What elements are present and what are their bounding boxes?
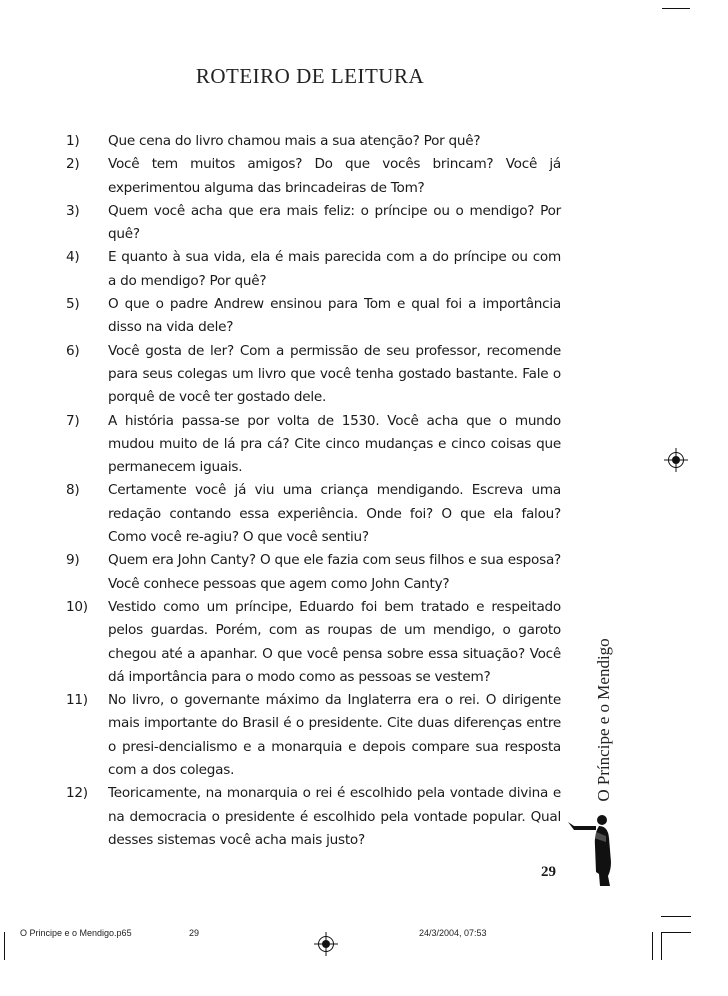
footer-page: 29 (189, 928, 200, 938)
question-text: A história passa-se por volta de 1530. Você acha que o mundo mudou muito de lá pra cá? Cite cinco mudanças e cinco coisas que permanecem iguais. (108, 412, 561, 476)
question-text: O que o padre Andrew ensinou para Tom e qual foi a importância disso na vida dele? (108, 296, 561, 336)
book-title-vertical: O Príncipe e o Mendigo (594, 638, 613, 802)
question-text: Você tem muitos amigos? Do que vocês brincam? Você já experimentou alguma das brincadeiras de Tom? (108, 156, 561, 196)
crop-mark-bottom-left-v (4, 932, 5, 960)
question-number: 6) (66, 342, 80, 359)
question-item (66, 153, 561, 200)
crop-mark-bottom-right-h1 (661, 916, 691, 917)
question-item (66, 782, 561, 852)
question-item (66, 340, 561, 410)
question-item (66, 549, 561, 596)
crop-mark-bottom-right-v1 (652, 932, 653, 960)
question-item (66, 410, 561, 480)
question-number: 5) (66, 296, 80, 313)
question-text: Você gosta de ler? Com a permissão de seu professor, recomende para seus colegas um livro que você tenha gostado bastante. Fale o porquê de você ter gostado dele. (108, 342, 561, 406)
question-number: 10) (66, 598, 88, 615)
question-item (66, 130, 561, 153)
question-text: Quem você acha que era mais feliz: o príncipe ou o mendigo? Por quê? (108, 202, 561, 243)
question-text: Quem era John Canty? O que ele fazia com seus filhos e sua esposa? Você conhece pessoas que agem como John Canty? (108, 552, 561, 592)
question-item (66, 246, 561, 293)
page-title: ROTEIRO DE LEITURA (195, 64, 425, 88)
question-list (66, 130, 561, 852)
question-number: 11) (66, 692, 88, 709)
question-number: 3) (66, 202, 80, 219)
page-number: 29 (541, 864, 556, 880)
question-number: 12) (66, 785, 88, 802)
question-text: Teoricamente, na monarquia o rei é escolhido pela vontade divina e na democracia o presidente é escolhido pela vontade popular. Qual desses sistemas você acha mais justo? (108, 785, 561, 848)
question-item (66, 479, 561, 549)
question-item (66, 293, 561, 340)
question-number: 8) (66, 482, 80, 499)
footer-datetime: 24/3/2004, 07:53 (419, 928, 487, 938)
question-text: Certamente você já viu uma criança mendigando. Escreva uma redação contando essa experiência. Onde foi? O que ela falou? Como você re-agiu? O que você sentiu? (108, 482, 561, 546)
question-number: 1) (66, 133, 80, 149)
question-item (66, 689, 561, 782)
question-number: 2) (66, 156, 80, 173)
trumpeter-silhouette-icon (566, 806, 616, 888)
question-number: 9) (66, 552, 80, 569)
question-text: No livro, o governante máximo da Inglaterra era o rei. O dirigente mais importante do Brasil é o presidente. Cite duas diferenças entre o presi-dencialismo e a monarquia e depois compare sua resposta com a dos colegas. (108, 692, 561, 779)
question-number: 4) (66, 249, 80, 266)
footer-filename: O Principe e o Mendigo.p65 (20, 928, 132, 938)
question-text: Que cena do livro chamou mais a sua atenção? Por quê? (108, 133, 481, 149)
question-item (66, 200, 561, 247)
question-text: Vestido como um príncipe, Eduardo foi bem tratado e respeitado pelos guardas. Porém, com as roupas de um mendigo, o garoto chegou até a apanhar. O que você pensa sobre essa situação? Você dá importância para o modo como as pessoas se vestem? (108, 598, 561, 685)
registration-mark-icon (664, 448, 688, 472)
crop-mark-bottom-right-v2 (661, 932, 662, 960)
question-item (66, 596, 561, 689)
registration-mark-icon (314, 932, 338, 956)
crop-mark-bottom-right-h2 (661, 932, 691, 933)
question-text: E quanto à sua vida, ela é mais parecida com a do príncipe ou com a do mendigo? Por quê? (108, 249, 561, 289)
crop-mark-top-right-h (662, 8, 690, 9)
question-number: 7) (66, 412, 80, 429)
